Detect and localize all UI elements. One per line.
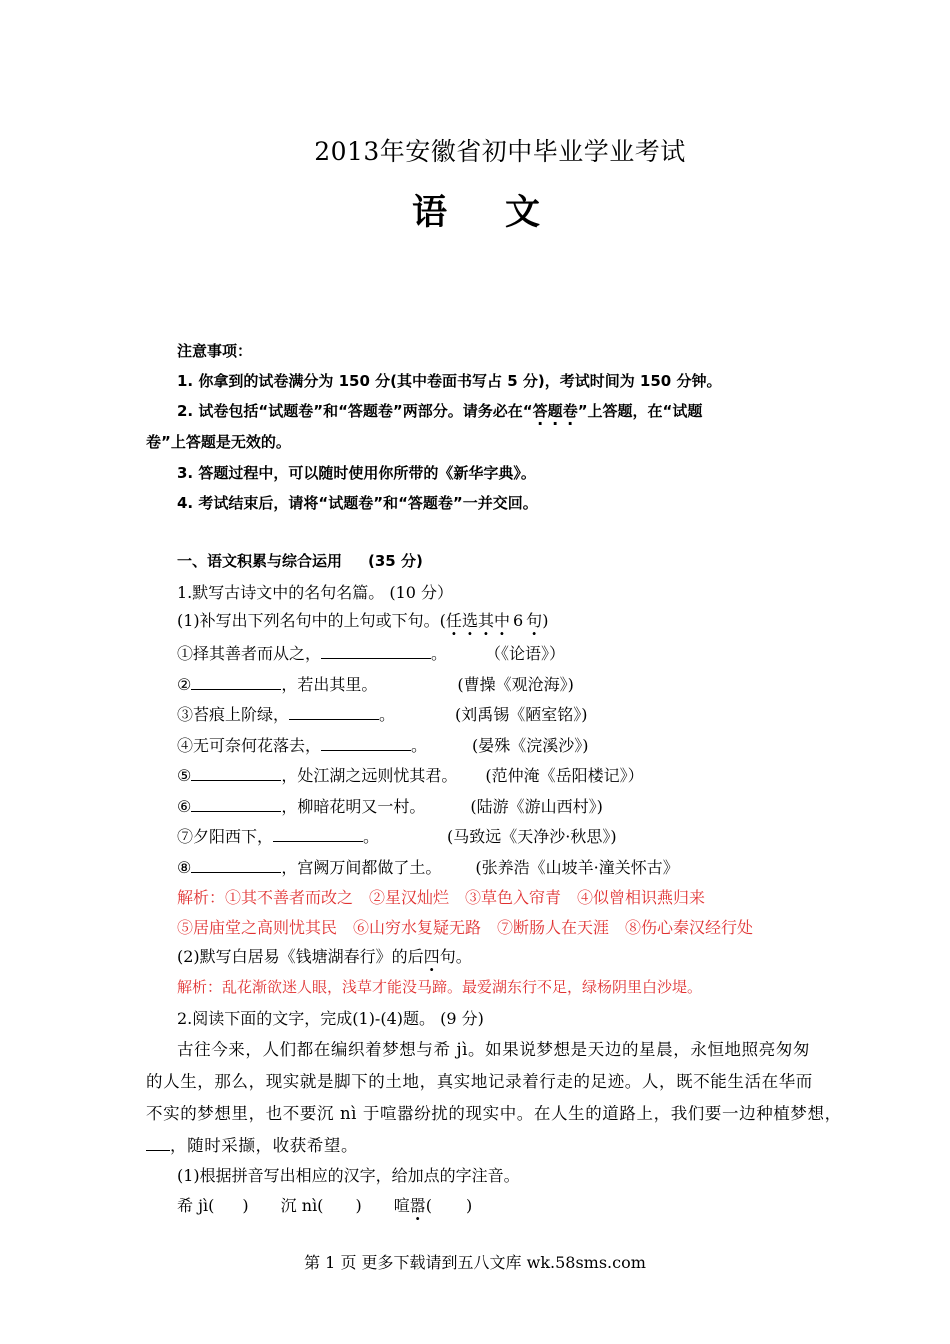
question-1-1: (1)补写出下列名句中的上句或下句。(任选其中 6 句) xyxy=(177,611,549,630)
passage-line-1: 古往今来，人们都在编织着梦想与希 jì。如果说梦想是天边的星晨，永恒地照亮匆匆 xyxy=(177,1040,811,1059)
exam-title: 2013年安徽省初中毕业学业考试 xyxy=(314,137,686,166)
notice-item-4: 4. 考试结束后，请将“试题卷”和“答题卷”一并交回。 xyxy=(177,494,538,512)
answer-blank[interactable] xyxy=(273,825,363,842)
answer-blank[interactable] xyxy=(321,642,431,659)
answer-blank[interactable] xyxy=(191,795,281,812)
pinyin-answers: 希 jì( ) 沉 nì( ) 喧嚣( ) xyxy=(177,1196,473,1215)
notice-item-3: 3. 答题过程中，可以随时使用你所带的《新华字典》。 xyxy=(177,464,536,482)
answer-blank[interactable] xyxy=(146,1134,170,1151)
notice-item-2: 2. 试卷包括“试题卷”和“答题卷”两部分。请务必在“答题卷”上答题，在“试题 xyxy=(177,402,703,420)
answer-blank[interactable] xyxy=(191,673,281,690)
answer-key-2: 解析：乱花渐欲迷人眼，浅草才能没马蹄。最爱湖东行不足，绿杨阴里白沙堤。 xyxy=(177,978,703,996)
question-1: 1.默写古诗文中的名句名篇。 (10 分） xyxy=(177,583,454,602)
recite-line-5: ⑤ ，处江湖之远则忧其君。 (范仲淹《岳阳楼记》） xyxy=(177,766,644,785)
page-footer: 第 1 页 更多下载请到五八文库 wk.58sms.com xyxy=(304,1253,646,1272)
recite-line-3: ③苔痕上阶绿， 。 (刘禹锡《陋室铭》) xyxy=(177,705,588,724)
passage-line-3: 不实的梦想里，也不要沉 nì 于喧嚣纷扰的现实中。在人生的道路上，我们要一边种植梦想， xyxy=(146,1104,842,1123)
answer-key-1a: 解析：①其不善者而改之 ②星汉灿烂 ③草色入帘青 ④似曾相识燕归来 xyxy=(177,888,706,907)
answer-blank[interactable] xyxy=(289,703,379,720)
answer-key-1b: ⑤居庙堂之高则忧其民 ⑥山穷水复疑无路 ⑦断肠人在天涯 ⑧伤心秦汉经行处 xyxy=(177,918,754,937)
passage-line-4: ，随时采撷，收获希望。 xyxy=(146,1132,358,1156)
recite-line-7: ⑦夕阳西下， 。 (马致远《天净沙·秋思》) xyxy=(177,827,617,846)
section1-heading: 一、语文积累与综合运用 (35 分) xyxy=(177,552,423,570)
notice-item-1: 1. 你拿到的试卷满分为 150 分(其中卷面书写占 5 分)，考试时间为 150 分钟。 xyxy=(177,372,722,390)
recite-line-8: ⑧ ，宫阙万间都做了土。 (张养浩《山坡羊·潼关怀古》 xyxy=(177,858,679,877)
answer-blank[interactable] xyxy=(321,734,411,751)
question-1-2: (2)默写白居易《钱塘湖春行》的后四句。 xyxy=(177,947,472,966)
recite-line-2: ② ，若出其里。 (曹操《观沧海》) xyxy=(177,675,574,694)
notice-item-2-cont: 卷”上答题是无效的。 xyxy=(146,433,291,451)
recite-line-6: ⑥ ，柳暗花明又一村。 (陆游《游山西村》) xyxy=(177,797,603,816)
recite-line-1: ①择其善者而从之， 。 （《论语》） xyxy=(177,644,566,663)
emphasis-dotted: 答题卷 xyxy=(532,402,578,420)
answer-blank[interactable] xyxy=(191,856,281,873)
notice-heading: 注意事项： xyxy=(177,342,253,360)
subject-title: 语文 xyxy=(411,193,599,233)
answer-blank[interactable] xyxy=(191,764,281,781)
passage-line-2: 的人生，那么，现实就是脚下的土地，真实地记录着行走的足迹。人，既不能生活在华而 xyxy=(146,1072,813,1091)
question-2-1: (1)根据拼音写出相应的汉字，给加点的字注音。 xyxy=(177,1166,520,1185)
recite-line-4: ④无可奈何花落去， 。 (晏殊《浣溪沙》) xyxy=(177,736,589,755)
question-2: 2.阅读下面的文字，完成(1)-(4)题。 (9 分) xyxy=(177,1009,484,1028)
